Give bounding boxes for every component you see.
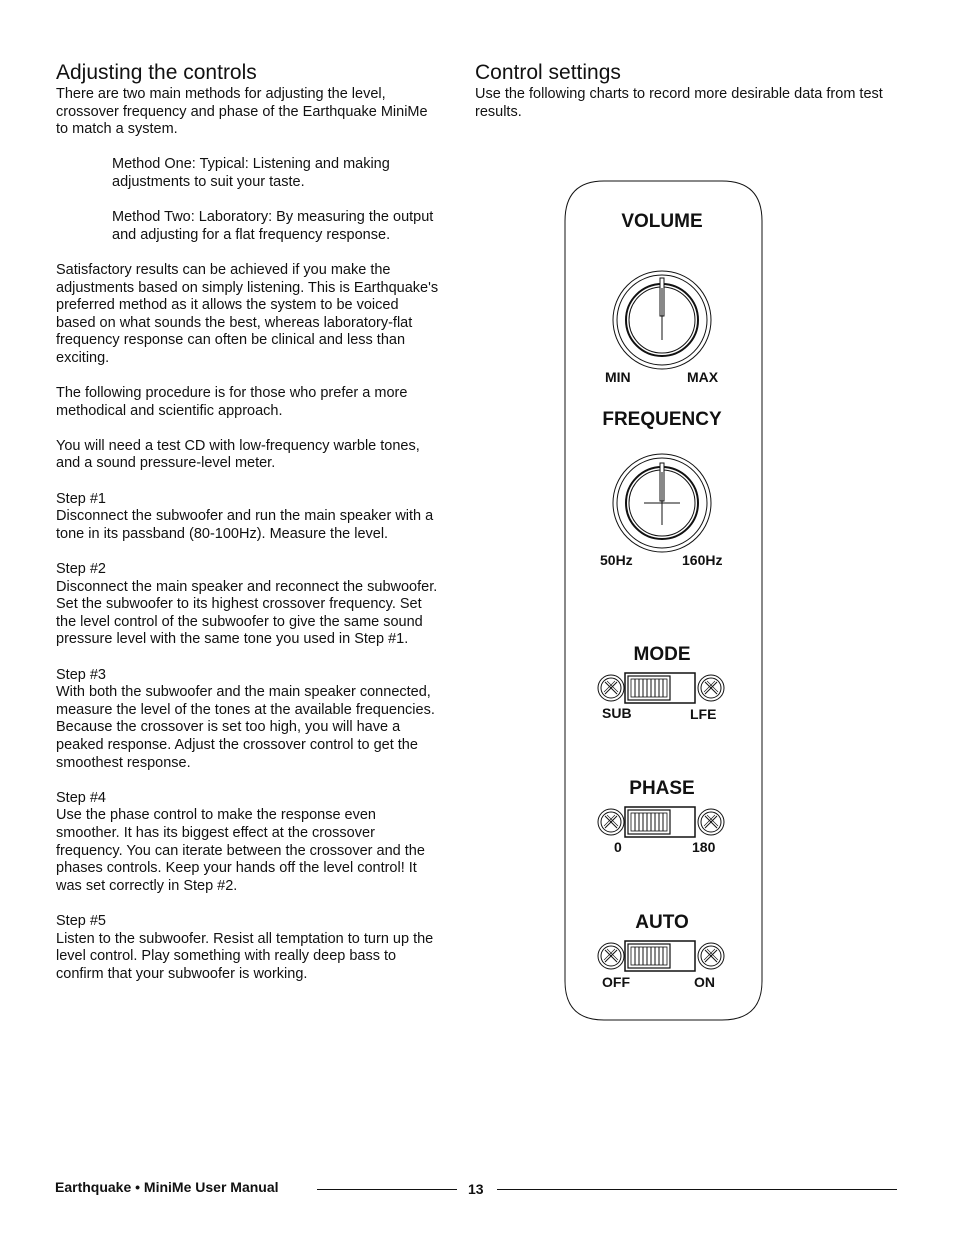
auto-switch[interactable]	[625, 941, 695, 971]
mode-label: MODE	[633, 644, 691, 665]
auto-left-screw-icon	[598, 943, 624, 969]
method-one: Method One: Typical: Listening and making adjustments to suit your taste.	[112, 156, 390, 190]
mode-left-screw-icon	[598, 675, 624, 701]
volume-min-label: MIN	[605, 369, 631, 385]
step-5-title: Step #5	[56, 912, 106, 929]
footer-title: Earthquake • MiniMe User Manual	[55, 1179, 279, 1195]
control-settings-intro: Use the following charts to record more desirable data from test results.	[475, 86, 883, 120]
control-panel-svg	[564, 180, 764, 1022]
phase-label: PHASE	[629, 778, 695, 799]
auto-left-label: OFF	[602, 974, 630, 990]
phase-right-label: 180	[692, 839, 716, 855]
frequency-label: FREQUENCY	[602, 409, 722, 430]
phase-right-screw-icon	[698, 809, 724, 835]
control-settings-heading: Control settings	[475, 61, 621, 84]
auto-right-label: ON	[694, 974, 715, 990]
step-3-title: Step #3	[56, 666, 106, 683]
frequency-max-label: 160Hz	[682, 552, 723, 568]
step-1-text: Disconnect the subwoofer and run the main speaker with a tone in its passband (80-100Hz). Measure the level.	[56, 508, 434, 542]
page-number: 13	[468, 1181, 484, 1197]
mode-left-label: SUB	[602, 705, 632, 721]
footer-rule-left	[317, 1189, 457, 1190]
step-2-text: Disconnect the main speaker and reconnect the subwoofer. Set the subwoofer to its highest crossover frequency. Set the level control of the subwoofer to give the same sound pressure level with the same tone you used in Step #1.	[56, 578, 438, 648]
phase-left-screw-icon	[598, 809, 624, 835]
adjusting-intro: There are two main methods for adjusting the level, crossover frequency and phase of the Earthquake MiniMe to match a system.	[56, 86, 428, 138]
step-1-title: Step #1	[56, 490, 106, 507]
satisfactory-paragraph: Satisfactory results can be achieved if you make the adjustments based on simply listening. This is Earthquake's preferred method as it allows the system to be voiced based on what sounds the best, whereas laboratory-flat frequency response can often be clinical and less than exciting.	[56, 261, 439, 366]
control-panel-diagram	[564, 180, 764, 1027]
adjusting-heading: Adjusting the controls	[56, 61, 257, 84]
left-column	[56, 60, 441, 983]
step-4-title: Step #4	[56, 789, 106, 806]
mode-switch[interactable]	[625, 673, 695, 703]
step-4-text: Use the phase control to make the response even smoother. It has its biggest effect at the crossover frequency. You can iterate between the crossover and the phases controls. Keep your hands off the level control! It was set correctly in Step #2.	[56, 807, 425, 894]
phase-left-label: 0	[614, 839, 622, 855]
volume-knob	[613, 271, 711, 369]
method-two: Method Two: Laboratory: By measuring the output and adjusting for a flat frequency response.	[112, 209, 434, 243]
auto-right-screw-icon	[698, 943, 724, 969]
step-2-title: Step #2	[56, 561, 106, 578]
frequency-min-label: 50Hz	[600, 552, 633, 568]
footer-rule-right	[497, 1189, 897, 1190]
step-5-text: Listen to the subwoofer. Resist all temptation to turn up the level control. Play something with really deep bass to confirm that your subwoofer is working.	[56, 930, 434, 982]
volume-max-label: MAX	[687, 369, 719, 385]
mode-right-label: LFE	[690, 706, 717, 722]
volume-label: VOLUME	[621, 211, 703, 232]
mode-right-screw-icon	[698, 675, 724, 701]
step-3-text: With both the subwoofer and the main speaker connected, measure the level of the tones at the available frequencies. Because the crossover is set too high, you will have a peaked response. Adjust the crossover control to get the smoothest response.	[56, 684, 435, 771]
frequency-knob	[613, 454, 711, 552]
procedure-paragraph: The following procedure is for those who prefer a more methodical and scientific approach.	[56, 385, 408, 419]
right-column	[475, 60, 895, 121]
phase-switch[interactable]	[625, 807, 695, 837]
requirements-paragraph: You will need a test CD with low-frequency warble tones, and a sound pressure-level meter.	[56, 437, 420, 472]
auto-label: AUTO	[635, 912, 689, 933]
